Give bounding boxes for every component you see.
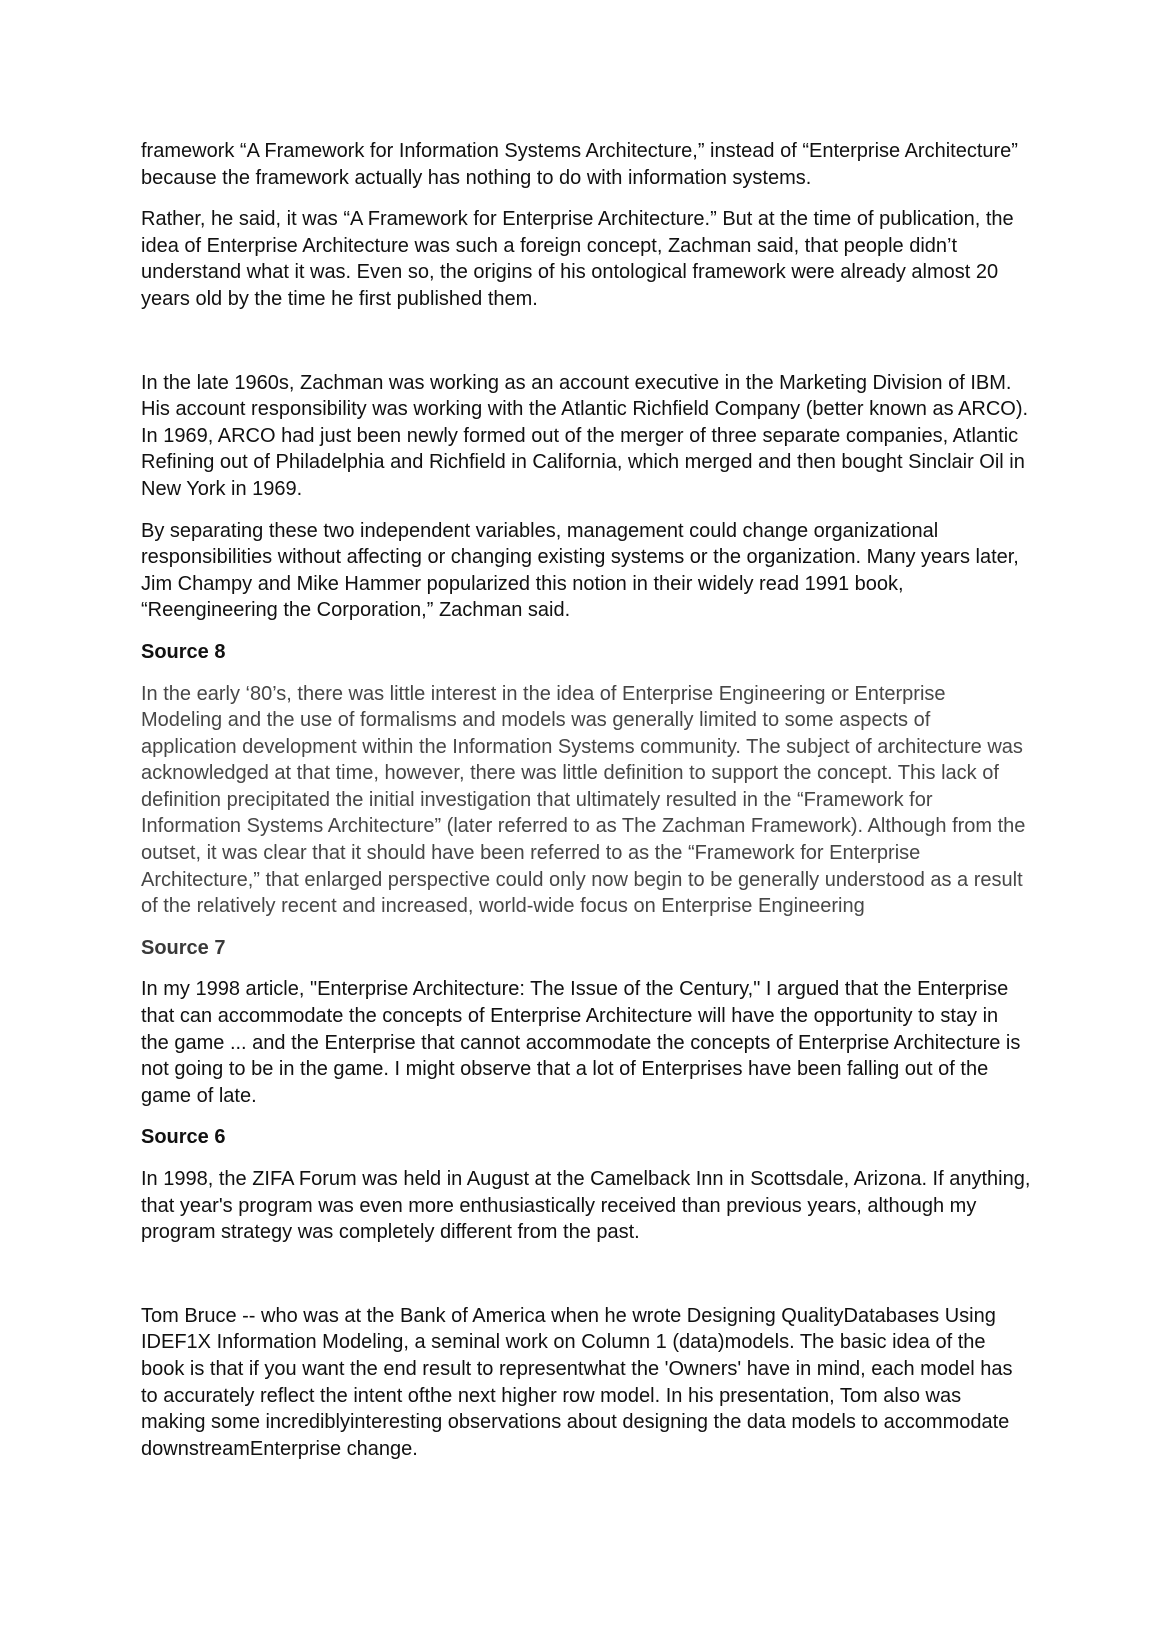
paragraph-1998-article: In my 1998 article, "Enterprise Architecture: The Issue of the Century," I argued that the Enterprise that can accommodate the concepts of Enterprise Architecture will have the opportunity to stay in the game ... and the Enterprise that cannot accommodate the concepts of Enterprise Architecture is not going to be in the game. I might observe that a lot of Enterprises have been falling out of the game of late.	[141, 978, 1021, 1107]
heading-source-6: Source 6	[141, 1126, 226, 1149]
heading-source-8: Source 8	[141, 640, 226, 663]
document-page	[141, 138, 1031, 1477]
paragraph-enterprise-architecture-origin: Rather, he said, it was “A Framework for Enterprise Architecture.” But at the time of publication, the idea of Enterprise Architecture was such a foreign concept, Zachman said, that people didn’t understand what it was. Even so, the origins of his ontological framework were already almost 20 years old by the time he first published them.	[141, 208, 1014, 310]
paragraph-framework-naming: framework “A Framework for Information Systems Architecture,” instead of “Enterprise Architecture” because the framework actually has nothing to do with information systems.	[141, 140, 1018, 189]
paragraph-independent-variables: By separating these two independent variables, management could change organizational responsibilities without affecting or changing existing systems or the organization. Many years later, Jim Champy and Mike Hammer popularized this notion in their widely read 1991 book, “Reengineering the Corporation,” Zachman said.	[141, 519, 1019, 622]
heading-source-7: Source 7	[141, 936, 226, 959]
paragraph-zifa-forum: In 1998, the ZIFA Forum was held in August at the Camelback Inn in Scottsdale, Arizona. If anything, that year's program was even more enthusiastically received than previous years, although my program strategy was completely different from the past.	[141, 1168, 1031, 1244]
paragraph-tom-bruce: Tom Bruce -- who was at the Bank of America when he wrote Designing QualityDatabases Using IDEF1X Information Modeling, a seminal work on Column 1 (data)models. The basic idea of the book is that if you want the end result to representwhat the 'Owners' have in mind, each model has to accurately reflect the intent ofthe next higher row model. In his presentation, Tom also was making some incrediblyinteresting observations about designing the data models to accommodate downstreamEnterprise change.	[141, 1304, 1013, 1460]
paragraph-zachman-ibm-1960s: In the late 1960s, Zachman was working as an account executive in the Marketing Division of IBM. His account responsibility was working with the Atlantic Richfield Company (better known as ARCO). In 1969, ARCO had just been newly formed out of the merger of three separate companies, Atlantic Refining out of Philadelphia and Richfield in California, which merged and then bought Sinclair Oil in New York in 1969.	[141, 371, 1029, 500]
paragraph-early-80s: In the early ‘80’s, there was little interest in the idea of Enterprise Engineering or Enterprise Modeling and the use of formalisms and models was generally limited to some aspects of application development within the Information Systems community. The subject of architecture was acknowledged at that time, however, there was little definition to support the concept. This lack of definition precipitated the initial investigation that ultimately resulted in the “Framework for Information Systems Architecture” (later referred to as The Zachman Framework). Although from the outset, it was clear that it should have been referred to as the “Framework for Enterprise Architecture,” that enlarged perspective could only now begin to be generally understood as a result of the relatively recent and increased, world-wide focus on Enterprise Engineering	[141, 682, 1026, 918]
